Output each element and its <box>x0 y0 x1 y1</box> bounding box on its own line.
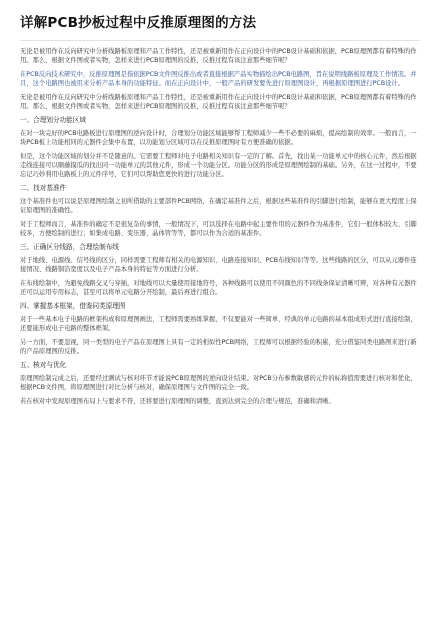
section-5-paragraph-2: 若在核对中发现原理图布局上与要求不符，还将要进行原理图的调整，直到达到完全的合理与规范，准确和清晰。 <box>20 398 335 405</box>
section-5-paragraph-1: 原理图绘制完成之后，还要经过测试与核对环节才能说PCB原理图的逆向设计结束。对PCB分布参数敏感的元件的标称值需要进行核对和优化，根据PCB文件图，将原理图进行对比分析与核对，确保原理图与文件图的完全一致。 <box>20 375 417 391</box>
intro-repeat-paragraph: 无论是被用作在反向研究中分析线路板原理和产品工作特性，还是被重新用作在正向设计中的PCB设计基础和依据，PCB原理图都有着特殊的作用。那么，根据文件图或者实物，怎样来进行PCB原理图的反推，反推过程有该注意那些细节呢？ <box>20 94 417 110</box>
section-heading-3: 三、正确区分线路，合理绘制布线 <box>20 243 119 251</box>
section-heading-5: 五、核对与优化 <box>20 361 67 369</box>
intro-paragraph: 无论是被用作在反向研究中分析线路板原理和产品工作特性，还是被重新用作在正向设计中的PCB设计基础和依据，PCB原理图都有着特殊的作用。那么，根据文件图或者实物，怎样来进行PCB原理图的反推，反推过程有该注意那些细节呢？ <box>20 48 417 64</box>
section-heading-4: 四、掌握基本框架，借鉴同类原理图 <box>20 302 126 310</box>
section-heading-1: 一、合理划分功能区域 <box>20 116 86 124</box>
page-title: 详解PCB抄板过程中反推原理图的方法 <box>20 15 257 31</box>
section-2-paragraph-1: 这个基准件也可以说是原理图绘制之初所借助的主要部件PCB网络，在确定基准件之后，根据这些基准件的引脚进行绘制，能够在更大程度上保证原理图的准确性。 <box>20 198 417 214</box>
definition-paragraph: 在PCB反向技术研究中，反推原理图是指依据PCB文件图反推出或者直接根据产品实物描绘出PCB电路图，旨在说明线路板原理及工作情况。并且，这个电路图也被用来分析产品本身的功能特征。而在正向设计中，一般产品的研发要先进行原理图设计，再根据原理图进行PCB设计。 <box>20 71 417 87</box>
document-page <box>20 14 420 411</box>
section-1-paragraph-1: 在对一块完好的PCB电路板进行原理图的逆向设计时，合理划分功能区域能够帮工程师减少一些不必要的麻烦，提高绘制的效率。一般而言，一块PCB板上功能相同的元器件会集中布置，以功能划分区域可以在反推原理图时有方便准确的依据。 <box>20 130 417 146</box>
section-2-paragraph-2: 对于工程师而言，基准件的确定不是很复杂的事情，一般情况下，可以选择在电路中起主要作用的元器件作为基准件，它们一般体积较大、引脚较多，方便绘制的进行；如集成电路、变压器、晶体管等等，都可以作为合适的基准件。 <box>20 221 417 237</box>
section-heading-2: 二、找对基准件 <box>20 184 67 192</box>
section-4-paragraph-1: 对于一些基本电子电路的框架构成和原理图画法，工程师需要熟练掌握，不仅要能对一些简单、经典的单元电路的基本组成形式进行直接绘制，还要能形成电子电路的整体框架。 <box>20 316 417 332</box>
section-4-paragraph-2: 另一方面，不要忽视，同一类型的电子产品在原理图上具有一定的相似性PCB网络，工程师可以根据经验的积累，充分借鉴同类电路图来进行新的产品原理图的反推。 <box>20 339 417 355</box>
section-3-paragraph-1: 对于地线、电源线、信号线的区分，同样需要工程师有相关的电源知识、电路连接知识、PCB布线知识等等。这些线路的区分，可以从元器件连接情况、线路铜箔宽度以及电子产品本身的特征等方面进行分析。 <box>20 257 417 273</box>
section-3-paragraph-2: 在布线绘制中，为避免线路交叉与穿插，对地线可以大量使用接地符号，各种线路可以使用不同颜色的不同线条保证清晰可辨，对各种有元器件还可以运用专用标志，甚至可以将单元电路分开绘制，最后再进行组合。 <box>20 280 417 296</box>
title-divider <box>20 40 420 41</box>
section-1-paragraph-2: 但是，这个功能区域的划分并不是随意的。它需要工程师对电子电路相关知识有一定的了解。首先，找出某一功能单元中的核心元件，然后根据走线连接可以顺藤摸瓜的找出同一功能单元的其他元件，形成一个功能分区。功能分区的形成是原理图绘制的基础。另外，在这一过程中，不要忘记巧妙利用电路板上的元件序号，它们可以帮助您更快的进行功能分区。 <box>20 153 417 178</box>
